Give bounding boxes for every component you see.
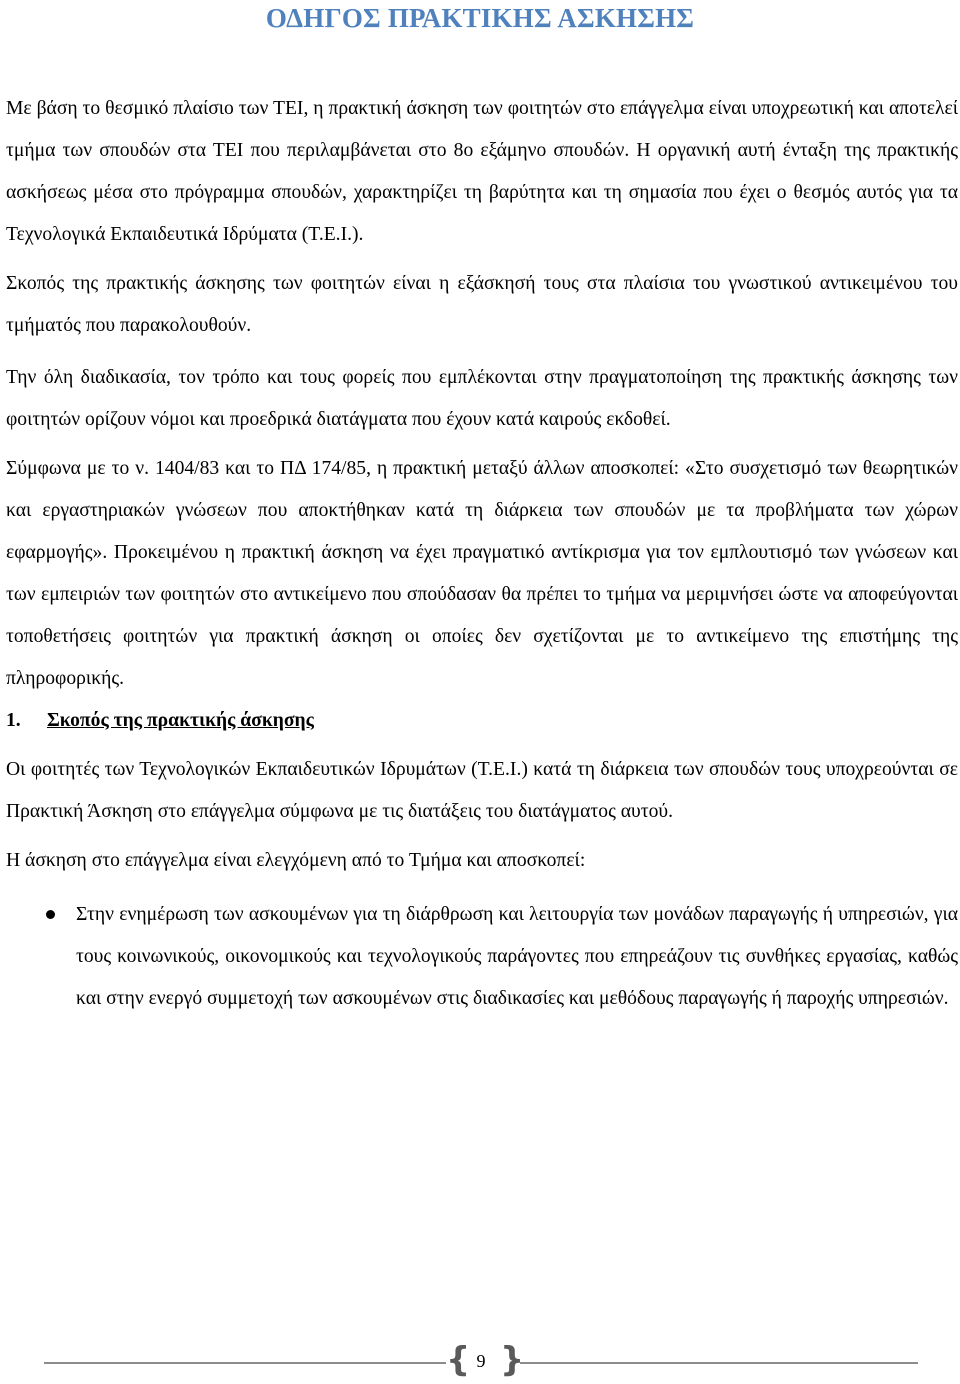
bullet-icon: [46, 910, 55, 919]
list-item: [6, 894, 958, 1020]
footer-divider-left: [44, 1362, 446, 1364]
intro-paragraph: Με βάση το θεσμικό πλαίσιο των ΤΕΙ, η πρακτική άσκηση των φοιτητών στο επάγγελμα είναι υποχρεωτική και αποτελεί τμήμα των σπουδών στα ΤΕΙ που περιλαμβάνεται στο 8ο εξάμηνο σπουδών. Η οργανική αυτή ένταξη της πρακτικής ασκήσεως μέσα στο πρόγραμμα σπουδών, χαρακτηρίζει τη βαρύτητα και τη σημασία που έχει ο θεσμός αυτός για τα Τεχνολογικά Εκπαιδευτικά Ιδρύματα (Τ.Ε.Ι.).: [6, 98, 958, 245]
section-heading: [6, 700, 958, 742]
page-footer: [0, 1340, 960, 1384]
footer-divider-right: [520, 1362, 918, 1364]
procedure-paragraph: Την όλη διαδικασία, τον τρόπο και τους φορείς που εμπλέκονται στην πραγματοποίηση της πρακτικής άσκησης των φοιτητών ορίζουν νόμοι και προεδρικά διατάγματα που έχουν κατά καιρούς εκδοθεί.: [6, 367, 958, 430]
close-brace-icon: }: [500, 1340, 525, 1380]
section-number: 1.: [6, 710, 21, 731]
document-title: ΟΔΗΓΟΣ ΠΡΑΚΤΙΚΗΣ ΑΣΚΗΣΗΣ: [265, 3, 695, 33]
section-aims-paragraph: Η άσκηση στο επάγγελμα είναι ελεγχόμενη από το Τμήμα και αποσκοπεί:: [6, 850, 586, 871]
section-title: Σκοπός της πρακτικής άσκησης: [47, 710, 314, 731]
list-item-text: Στην ενημέρωση των ασκουμένων για τη διάρθρωση και λειτουργία των μονάδων παραγωγής ή υπηρεσιών, για τους κοινωνικούς, οικονομικούς και τεχνολογικούς παράγοντες που επηρεάζουν τις συνθήκες εργασίας, καθώς και στην ενεργό συμμετοχή των ασκουμένων στις διαδικασίες και μεθόδους παραγωγής ή παροχής υπηρεσιών.: [76, 904, 958, 1009]
section-paragraph: Οι φοιτητές των Τεχνολογικών Εκπαιδευτικών Ιδρυμάτων (Τ.Ε.Ι.) κατά τη διάρκεια των σπουδών τους υποχρεούνται σε Πρακτική Άσκηση στο επάγγελμα σύμφωνα με τις διατάξεις του διατάγματος αυτού.: [6, 759, 958, 822]
purpose-paragraph: Σκοπός της πρακτικής άσκησης των φοιτητών είναι η εξάσκησή τους στα πλαίσια του γνωστικού αντικειμένου του τμήματός που παρακολουθούν.: [6, 273, 958, 336]
page-number: 9: [476, 1351, 486, 1371]
law-paragraph: Σύμφωνα με το ν. 1404/83 και το ΠΔ 174/85, η πρακτική μεταξύ άλλων αποσκοπεί: «Στο συσχετισμό των θεωρητικών και εργαστηριακών γνώσεων που αποκτήθηκαν κατά τη διάρκεια των σπουδών με τα προβλήματα των χώρων εφαρμογής». Προκειμένου η πρακτική άσκηση να έχει πραγματικό αντίκρισμα για τον εμπλουτισμό των γνώσεων και των εμπειριών των φοιτητών στο αντικείμενο που σπούδασαν θα πρέπει το τμήμα να μεριμνήσει ώστε να αποφεύγονται τοποθετήσεις φοιτητών για πρακτική άσκηση οι οποίες δεν σχετίζονται με το αντικείμενο της επιστήμης της πληροφορικής.: [6, 458, 958, 689]
open-brace-icon: {: [446, 1340, 471, 1380]
aims-list: [6, 894, 958, 1020]
document-body: [6, 88, 958, 1020]
